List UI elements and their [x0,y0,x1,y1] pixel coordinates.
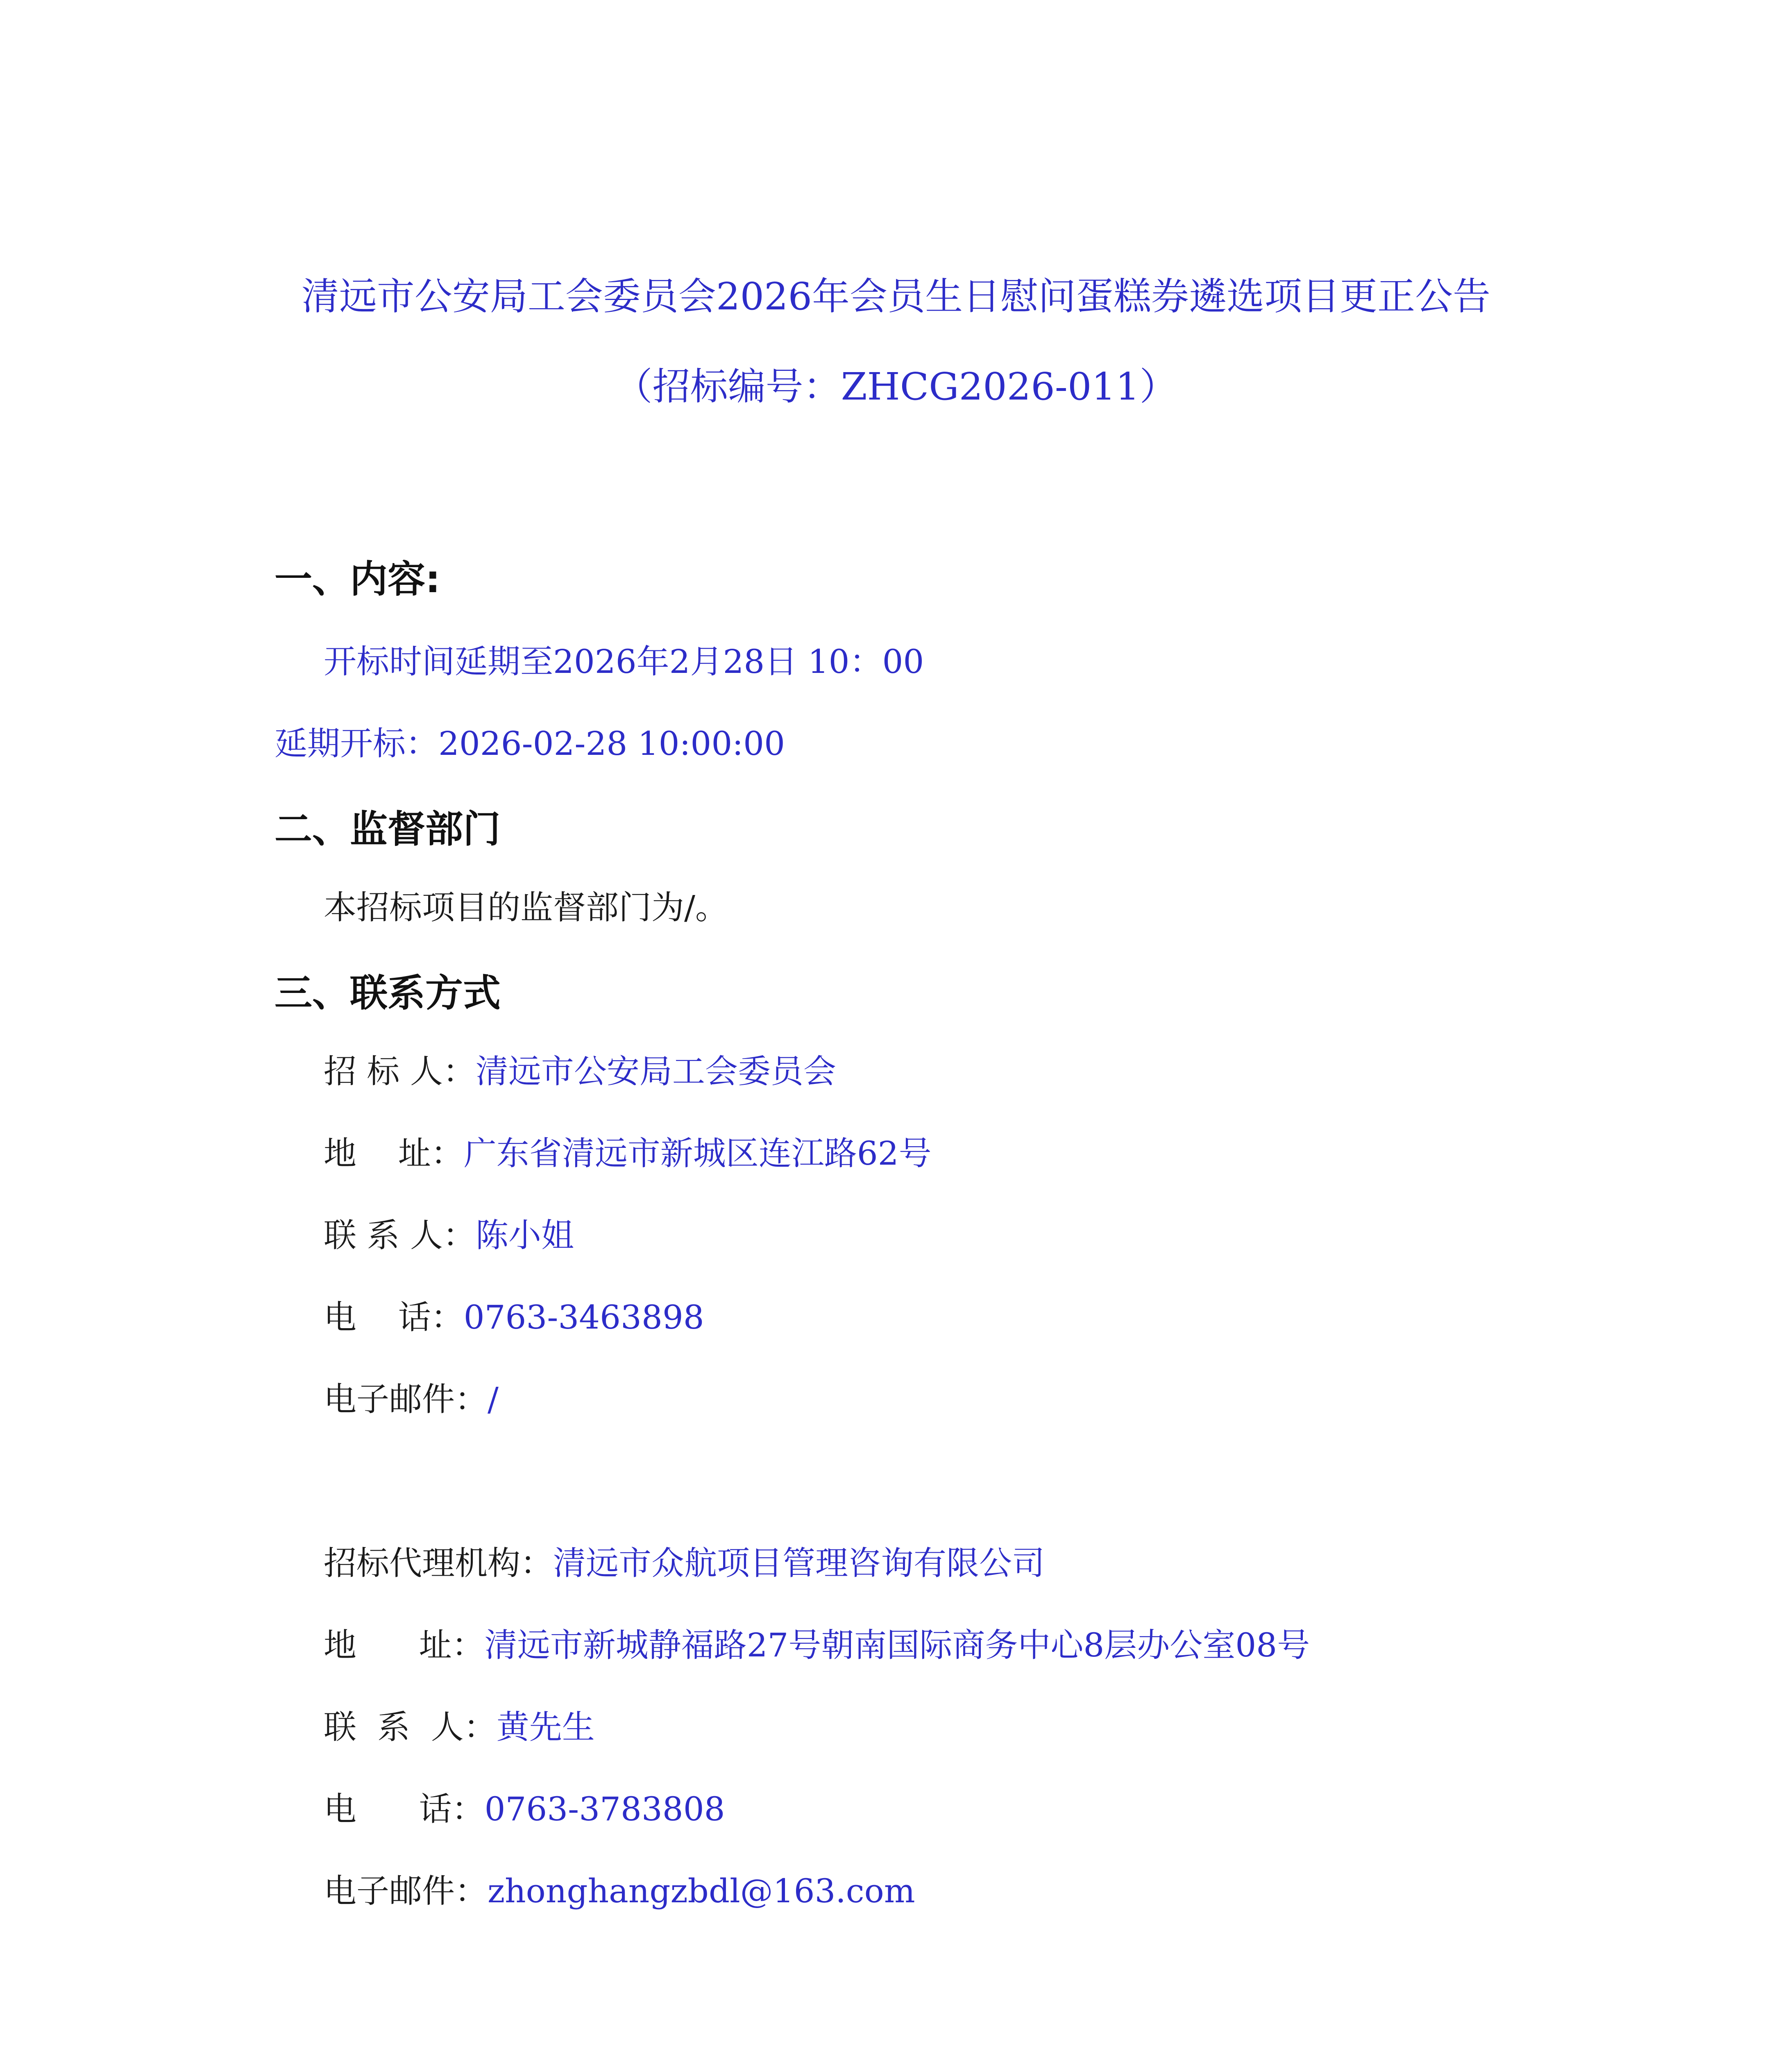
tenderer-phone: 0763-3463898 [463,1298,704,1336]
agency-row [324,1537,1045,1584]
section-heading-contact: 三、联系方式 [274,971,501,1015]
section-heading-content: 一、内容: [274,557,440,601]
tender-number: （招标编号：ZHCG2026-011） [615,365,1177,409]
agency-address: 清远市新城静福路27号朝南国际商务中心8层办公室08号 [484,1626,1310,1664]
agency-email: zhonghangzbdl@163.com [488,1872,915,1910]
extended-opening-time: 延期开标：2026-02-28 10:00:00 [274,725,785,763]
supervision-text: 本招标项目的监督部门为/。 [324,888,728,927]
agency-phone-row [324,1783,725,1830]
tenderer-row [324,1045,836,1092]
tenderer-email: / [488,1380,499,1418]
bid-opening-extension: 开标时间延期至2026年2月28日 10：00 [324,643,924,681]
field-label: 招标代理机构： [324,1544,553,1582]
tenderer-contact-row [324,1209,574,1256]
section-heading-supervision: 二、监督部门 [274,807,501,851]
tenderer-email-row [324,1373,499,1420]
field-label: 联 系 人： [324,1708,497,1746]
document-title: 清远市公安局工会委员会2026年会员生日慰问蛋糕券遴选项目更正公告 [301,275,1491,318]
tenderer-phone-row [324,1291,704,1338]
field-label: 招 标 人： [324,1052,476,1090]
tenderer-name: 清远市公安局工会委员会 [475,1052,836,1090]
tenderer-address-row [324,1127,932,1174]
agency-phone: 0763-3783808 [484,1790,725,1828]
field-label: 地 址： [324,1626,485,1664]
field-label: 电 话： [324,1790,485,1828]
field-label: 电子邮件： [324,1872,488,1910]
agency-email-row [324,1865,915,1912]
field-label: 地 址： [324,1134,464,1172]
tenderer-contact: 陈小姐 [475,1216,574,1254]
agency-address-row [324,1619,1310,1666]
agency-name: 清远市众航项目管理咨询有限公司 [553,1544,1045,1582]
tenderer-address: 广东省清远市新城区连江路62号 [463,1134,932,1172]
agency-contact: 黄先生 [496,1708,595,1746]
field-label: 联 系 人： [324,1216,476,1254]
field-label: 电子邮件： [324,1380,488,1418]
agency-contact-row [324,1701,595,1748]
field-label: 电 话： [324,1298,464,1336]
